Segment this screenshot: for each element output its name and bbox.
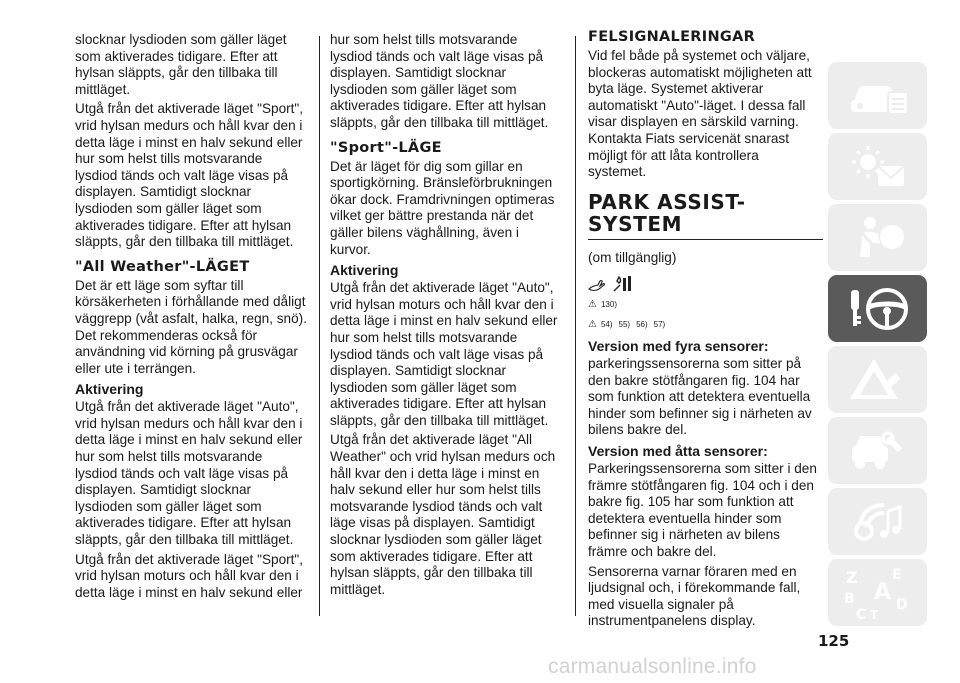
tab-multimedia[interactable] bbox=[828, 488, 927, 555]
section-heading: "Sport"-LÄGE bbox=[330, 139, 442, 156]
column-divider bbox=[319, 36, 320, 616]
tab-safety[interactable] bbox=[828, 204, 927, 271]
column-3 bbox=[588, 28, 820, 633]
index-letter: E bbox=[891, 566, 902, 583]
paragraph: hur som helst tills motsvarande lysdiod tänds och valt läge visas på displayen. Samtidigt slocknar lysdioden som gäller läget som aktiverades tidigare. Efter att hylsan släppts, går den tillbaka till mittläget. bbox=[330, 32, 549, 130]
subsection-heading: Aktivering bbox=[75, 381, 144, 398]
warning-reference bbox=[588, 297, 820, 314]
page-number: 125 bbox=[818, 632, 850, 650]
subsection-heading: Version med fyra sensorer: bbox=[588, 338, 769, 355]
index-letter: Z bbox=[845, 567, 858, 587]
index-letter: T bbox=[869, 607, 878, 622]
info-references bbox=[588, 317, 820, 334]
reference-number: 130) bbox=[600, 299, 617, 309]
chapter-tabs bbox=[828, 62, 927, 630]
warning-triangle-icon bbox=[846, 355, 910, 405]
tab-maintenance[interactable] bbox=[828, 417, 927, 484]
tab-car[interactable] bbox=[828, 62, 927, 129]
paragraph: Vid fel både på systemet och väljare, blockeras automatiskt möjligheten att byta läge. Systemet aktiverar automatiskt "Auto"-läget. I dessa fall visar displayen en särskild varning. Kontakta Fiats servicenät snarast möjligt för att låta kontrollera systemet. bbox=[588, 48, 812, 180]
dashboard-light-icon bbox=[846, 142, 910, 192]
car-icon bbox=[846, 74, 910, 118]
section-heading: "All Weather"-LÄGET bbox=[75, 258, 250, 275]
reference-number: 55) bbox=[618, 320, 631, 330]
index-letter: A bbox=[873, 579, 891, 605]
tools-icon bbox=[612, 275, 634, 293]
reference-number: 56) bbox=[636, 320, 648, 330]
paragraph: Det är läget för dig som gillar en sportigkörning. Bränsleförbrukningen ökar dock. Framdrivningen optimeras vilket ger bättre prestanda när det gäller bilens väghållning, även i kurvor. bbox=[330, 158, 555, 257]
multimedia-icon bbox=[846, 497, 910, 547]
column-1 bbox=[75, 32, 307, 604]
subsection-heading: Version med åtta sensorer: bbox=[588, 443, 768, 459]
index-letters-icon bbox=[838, 563, 918, 623]
chapter-heading-line: PARK ASSIST- bbox=[588, 189, 746, 214]
chapter-heading bbox=[588, 191, 820, 235]
section-heading: FELSIGNALERINGAR bbox=[588, 29, 756, 45]
paragraph: Utgå från det aktiverade läget "Auto", vrid hylsan moturs och håll kvar den i detta läge i minst en halv sekund eller hur som helst tills motsvarande lysdiod tänds och valt läge visas på displayen. Samtidigt slocknar lysdioden som gäller läget som aktiverades tidigare. Efter att hylsan släppts, går den tillbaka till mittläget. bbox=[330, 280, 558, 428]
info-icon: ⚠ bbox=[588, 319, 597, 331]
tab-emergency[interactable] bbox=[828, 346, 927, 413]
seatbelt-airbag-icon bbox=[848, 213, 908, 263]
reference-number: 57) bbox=[653, 320, 666, 330]
reference-number: 54) bbox=[600, 320, 613, 330]
tab-dashboard[interactable] bbox=[828, 133, 927, 200]
subsection-heading: Aktivering bbox=[330, 262, 399, 279]
index-letter: D bbox=[895, 596, 908, 613]
key-steering-wheel-icon bbox=[843, 282, 913, 336]
paragraph: Utgå från det aktiverade läget "All Weather" och vrid hylsan medurs och håll kvar den i detta läge i minst en halv sekund eller hur som helst tills motsvarande lysdiod tänds och valt läge visas på displayen. Samtidigt slocknar lysdioden som gäller läget som aktiverades tidigare. Efter att hylsan släppts, går den tillbaka till mittläget. bbox=[330, 432, 556, 597]
paragraph: Utgå från det aktiverade läget "Auto", vrid hylsan medurs och håll kvar den i detta läge i minst en halv sekund eller hur som helst tills motsvarande lysdiod tänds och valt läge visas på displayen. Samtidigt slocknar lysdioden som gäller läget som aktiverades tidigare. Efter att hylsan släppts, går den tillbaka till mittläget. bbox=[75, 399, 303, 548]
tab-index[interactable] bbox=[828, 559, 927, 626]
paragraph: Utgå från det aktiverade läget "Sport", vrid hylsan medurs och håll kvar den i detta läge i minst en halv sekund eller hur som helst tills motsvarande lysdiod tänds och valt läge visas på displayen. Samtidigt slocknar lysdioden som gäller läget som aktiverades tidigare. Efter att hylsan släppts, går den tillbaka till mittläget. bbox=[75, 101, 304, 250]
watermark: carmanualsonline.info bbox=[548, 655, 757, 678]
tab-start-driving[interactable] bbox=[828, 275, 927, 342]
column-2 bbox=[330, 32, 562, 601]
index-letter: C bbox=[855, 606, 866, 623]
reference-icons bbox=[588, 271, 820, 293]
hand-icon bbox=[588, 279, 608, 293]
chapter-heading-line: SYSTEM bbox=[588, 211, 683, 236]
index-letter: B bbox=[843, 590, 855, 607]
column-divider bbox=[575, 36, 576, 616]
heading-rule bbox=[588, 239, 823, 241]
paragraph: slocknar lysdioden som gäller läget som aktiverades tidigare. Efter att hylsan släppts, går den tillbaka till mittläget. bbox=[75, 32, 287, 97]
paragraph: Sensorerna varnar föraren med en ljudsignal och, i förekommande fall, med visuella signaler på instrumentpanelens display. bbox=[588, 563, 801, 629]
availability-note: (om tillgänglig) bbox=[588, 250, 677, 266]
paragraph: Parkeringssensorerna som sitter i den främre stötfångaren fig. 104 och i den bakre fig. 105 har som funktion att detektera eventuella hinder som befinner sig i närheten av bilens främre och bakre del. bbox=[588, 461, 817, 559]
paragraph: parkeringssensorerna som sitter på den bakre stötfångaren fig. 104 har som funktion att detektera eventuella hinder som befinner sig i närheten av bilens bakre del. bbox=[588, 356, 812, 438]
car-service-icon bbox=[846, 426, 910, 476]
paragraph: Utgå från det aktiverade läget "Sport", vrid hylsan moturs och håll kvar den i detta läge i minst en halv sekund eller bbox=[75, 551, 304, 600]
warning-triangle-icon: ⚠ bbox=[588, 298, 597, 310]
paragraph: Det är ett läge som syftar till körsäkerheten i förhållande med dåligt väggrepp (våt asfalt, halka, regn, snö). Det rekommenderas också för användning vid körning på grusvägar eller ute i terrängen. bbox=[75, 277, 307, 376]
